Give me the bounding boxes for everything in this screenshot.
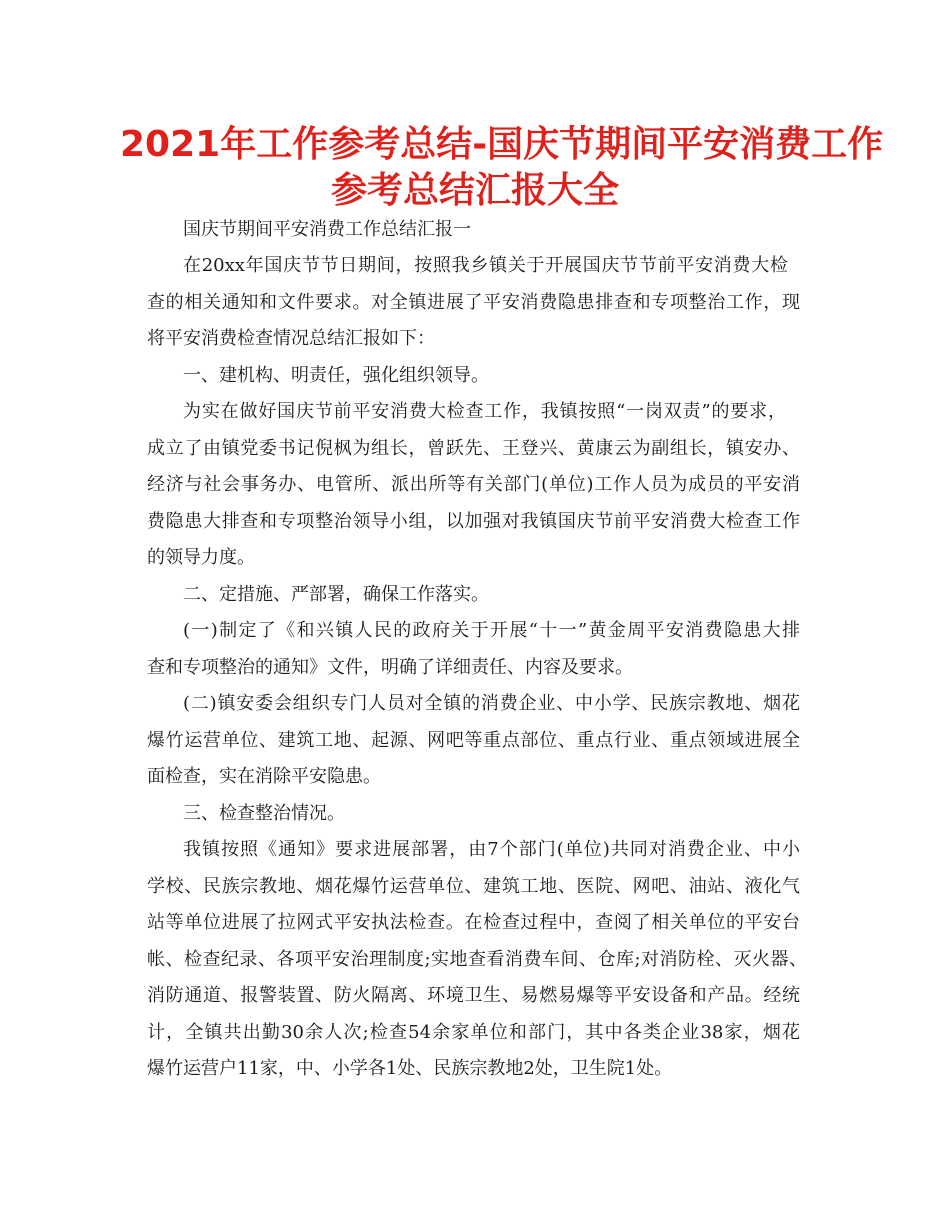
paragraph-line: 爆竹运营单位、建筑工地、起源、网吧等重点部位、重点行业、重点领域进展全 [147, 730, 800, 751]
paragraph-line: 我镇按照《通知》要求进展部署，由7个部门(单位)共同对消费企业、中小 [183, 839, 800, 860]
section-heading: 三、检查整治情况。 [183, 803, 345, 824]
paragraph-line: 站等单位进展了拉网式平安执法检查。在检查过程中，查阅了相关单位的平安台 [147, 912, 800, 933]
paragraph-line: 面检查，实在消除平安隐患。 [147, 766, 381, 787]
paragraph-line: 成立了由镇党委书记倪枫为组长，曾跃先、王登兴、黄康云为副组长，镇安办、 [147, 438, 800, 459]
paragraph-line: 计，全镇共出勤30余人次;检查54余家单位和部门，其中各类企业38家，烟花 [147, 1022, 800, 1043]
section-heading: 二、定措施、严部署，确保工作落实。 [183, 584, 489, 605]
paragraph-line: 国庆节期间平安消费工作总结汇报一 [183, 219, 471, 240]
paragraph-line: (二)镇安委会组织专门人员对全镇的消费企业、中小学、民族宗教地、烟花 [183, 693, 800, 714]
document-title-line-1: 2021年工作参考总结-国庆节期间平安消费工作 [120, 124, 884, 165]
paragraph-line: 将平安消费检查情况总结汇报如下： [147, 328, 435, 349]
paragraph-line: 查和专项整治的通知》文件，明确了详细责任、内容及要求。 [147, 657, 633, 678]
paragraph-line: 经济与社会事务办、电管所、派出所等有关部门(单位)工作人员为成员的平安消 [147, 474, 800, 495]
paragraph-line: 在20xx年国庆节节日期间，按照我乡镇关于开展国庆节节前平安消费大检 [183, 255, 788, 276]
paragraph-line: 学校、民族宗教地、烟花爆竹运营单位、建筑工地、医院、网吧、油站、液化气 [147, 876, 800, 897]
paragraph-line: 的领导力度。 [147, 547, 255, 568]
paragraph-line: (一)制定了《和兴镇人民的政府关于开展“十一”黄金周平安消费隐患大排 [183, 620, 800, 641]
paragraph-line: 爆竹运营户11家，中、小学各1处、民族宗教地2处，卫生院1处。 [147, 1058, 673, 1079]
paragraph-line: 为实在做好国庆节前平安消费大检查工作，我镇按照“一岗双责”的要求， [183, 401, 786, 422]
paragraph-line: 帐、检查纪录、各项平安治理制度;实地查看消费车间、仓库;对消防栓、灭火器、 [147, 949, 807, 970]
paragraph-line: 消防通道、报警装置、防火隔离、环境卫生、易燃易爆等平安设备和产品。经统 [147, 985, 800, 1006]
paragraph-line: 费隐患大排查和专项整治领导小组，以加强对我镇国庆节前平安消费大检查工作 [147, 511, 800, 532]
paragraph-line: 查的相关通知和文件要求。对全镇进展了平安消费隐患排查和专项整治工作，现 [147, 292, 800, 313]
document-title-line-2: 参考总结汇报大全 [330, 170, 619, 211]
section-heading: 一、建机构、明责任，强化组织领导。 [183, 365, 489, 386]
